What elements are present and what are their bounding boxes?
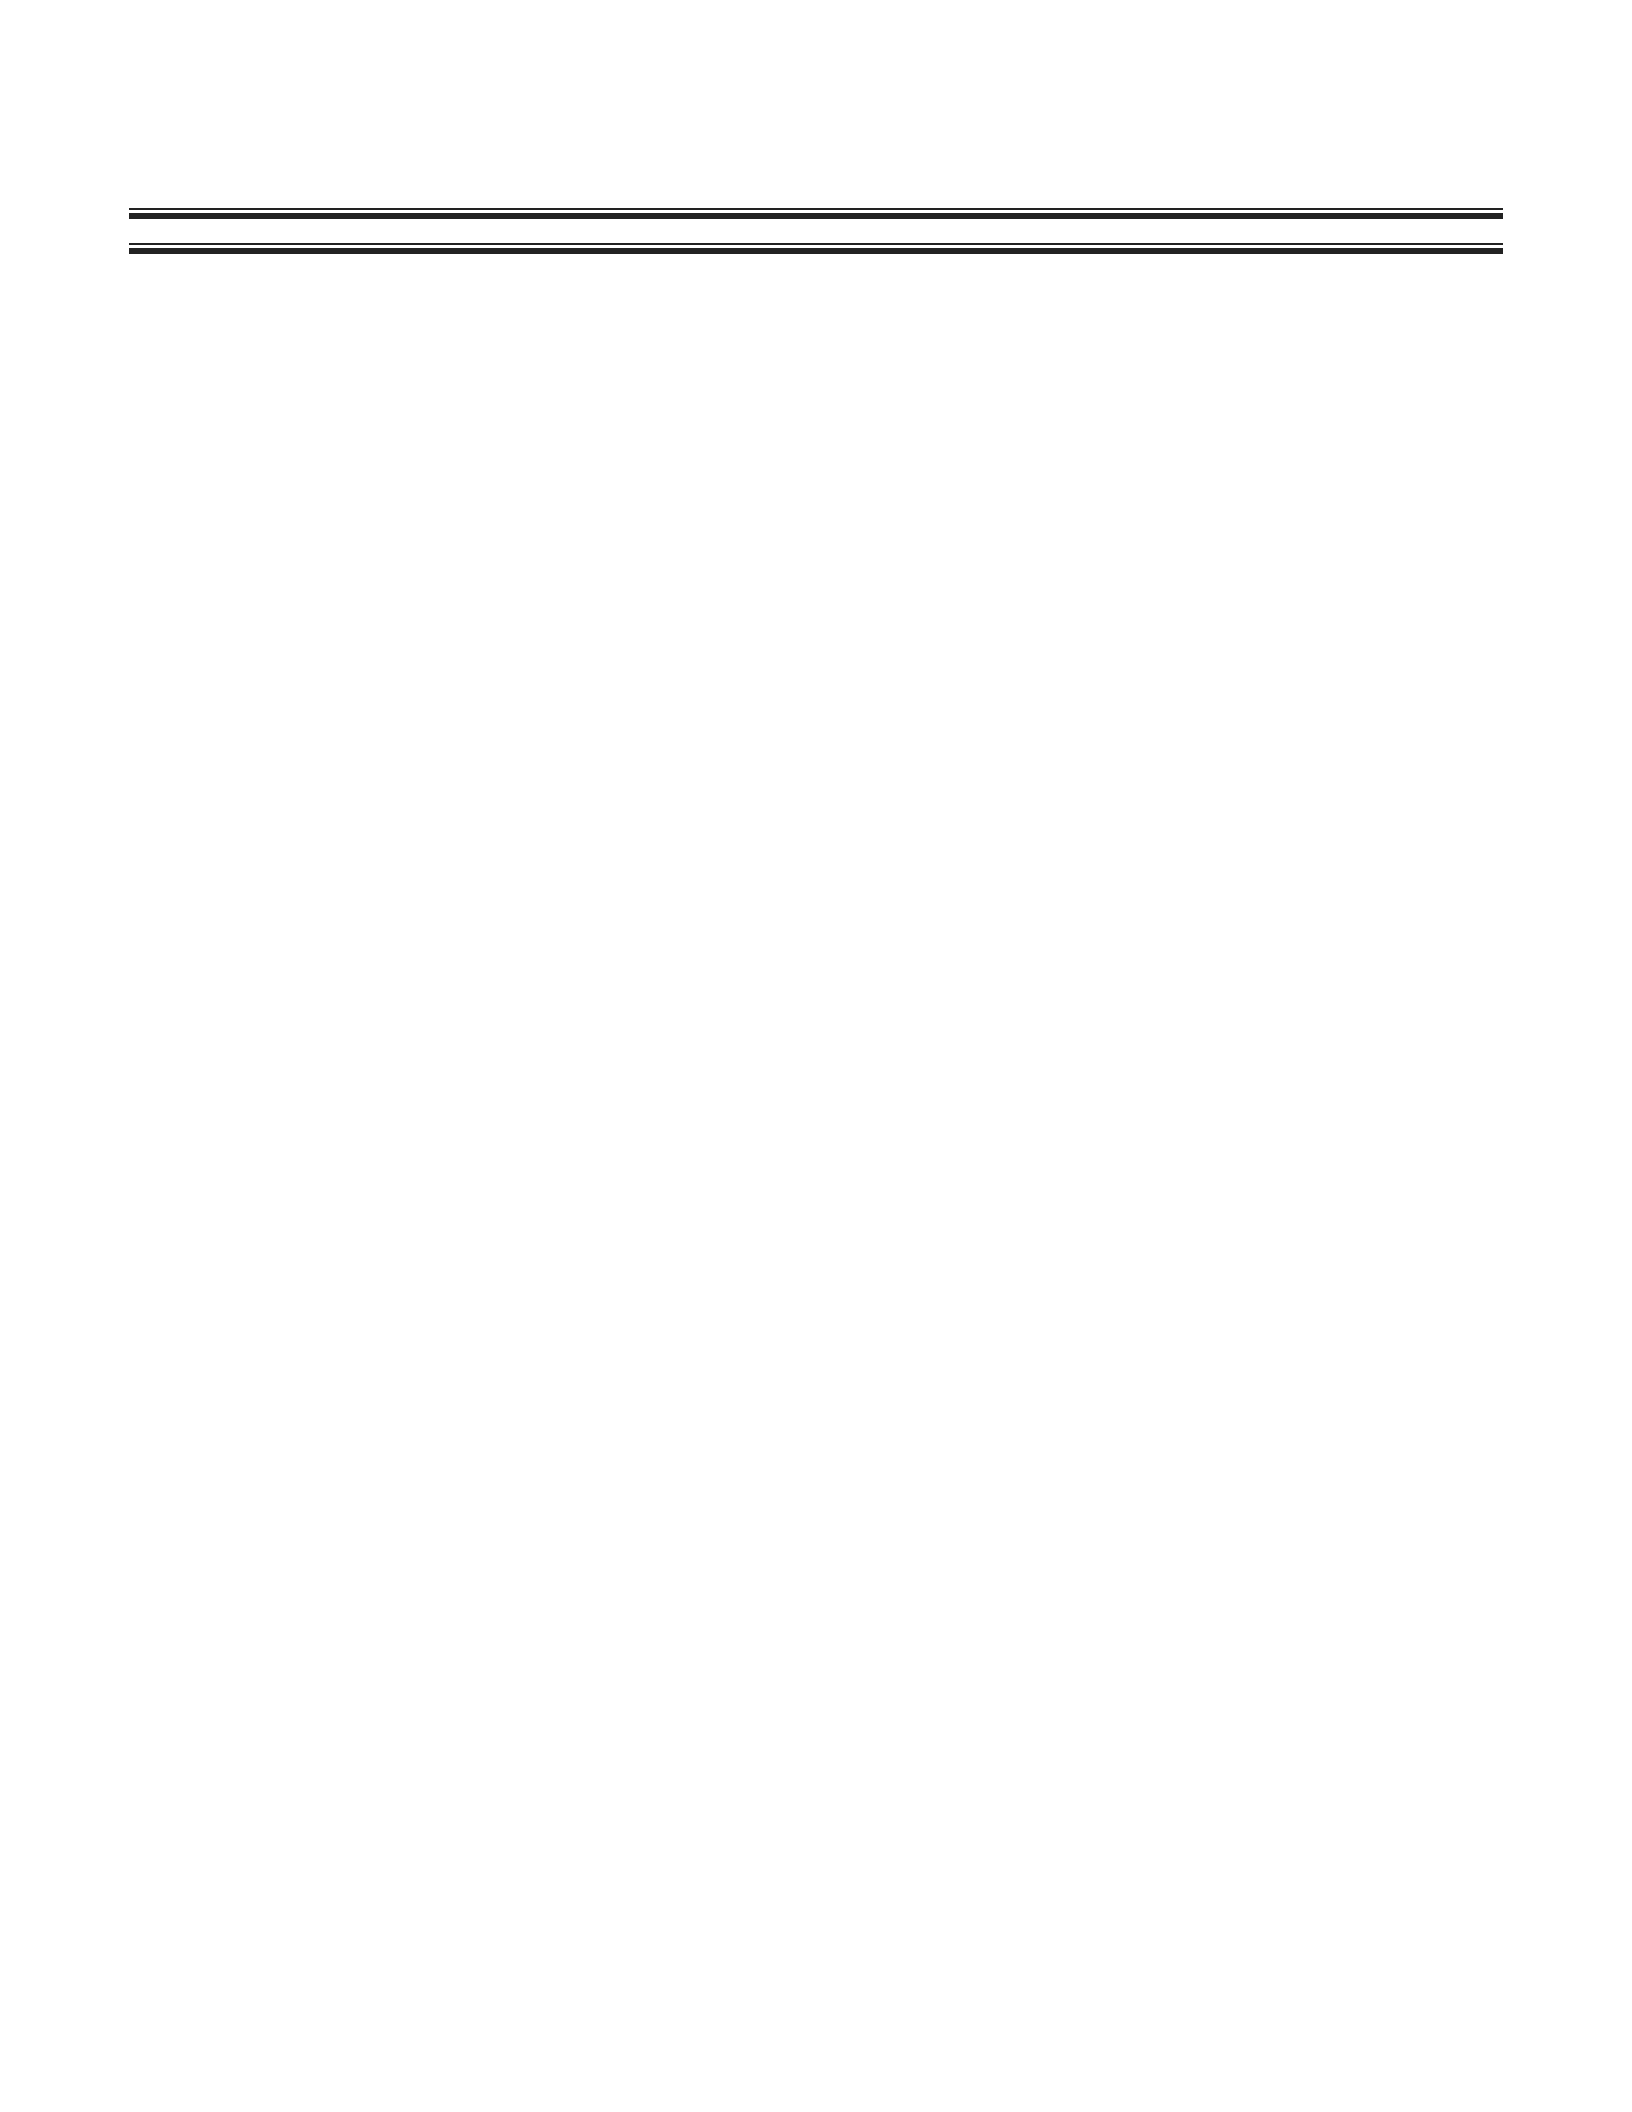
contact-line [129,144,1503,178]
section-divider [129,208,1503,219]
section-divider [129,243,1503,254]
work-history-section [129,243,1503,254]
professional-summary-section [129,208,1503,219]
resume-title [129,0,1503,120]
